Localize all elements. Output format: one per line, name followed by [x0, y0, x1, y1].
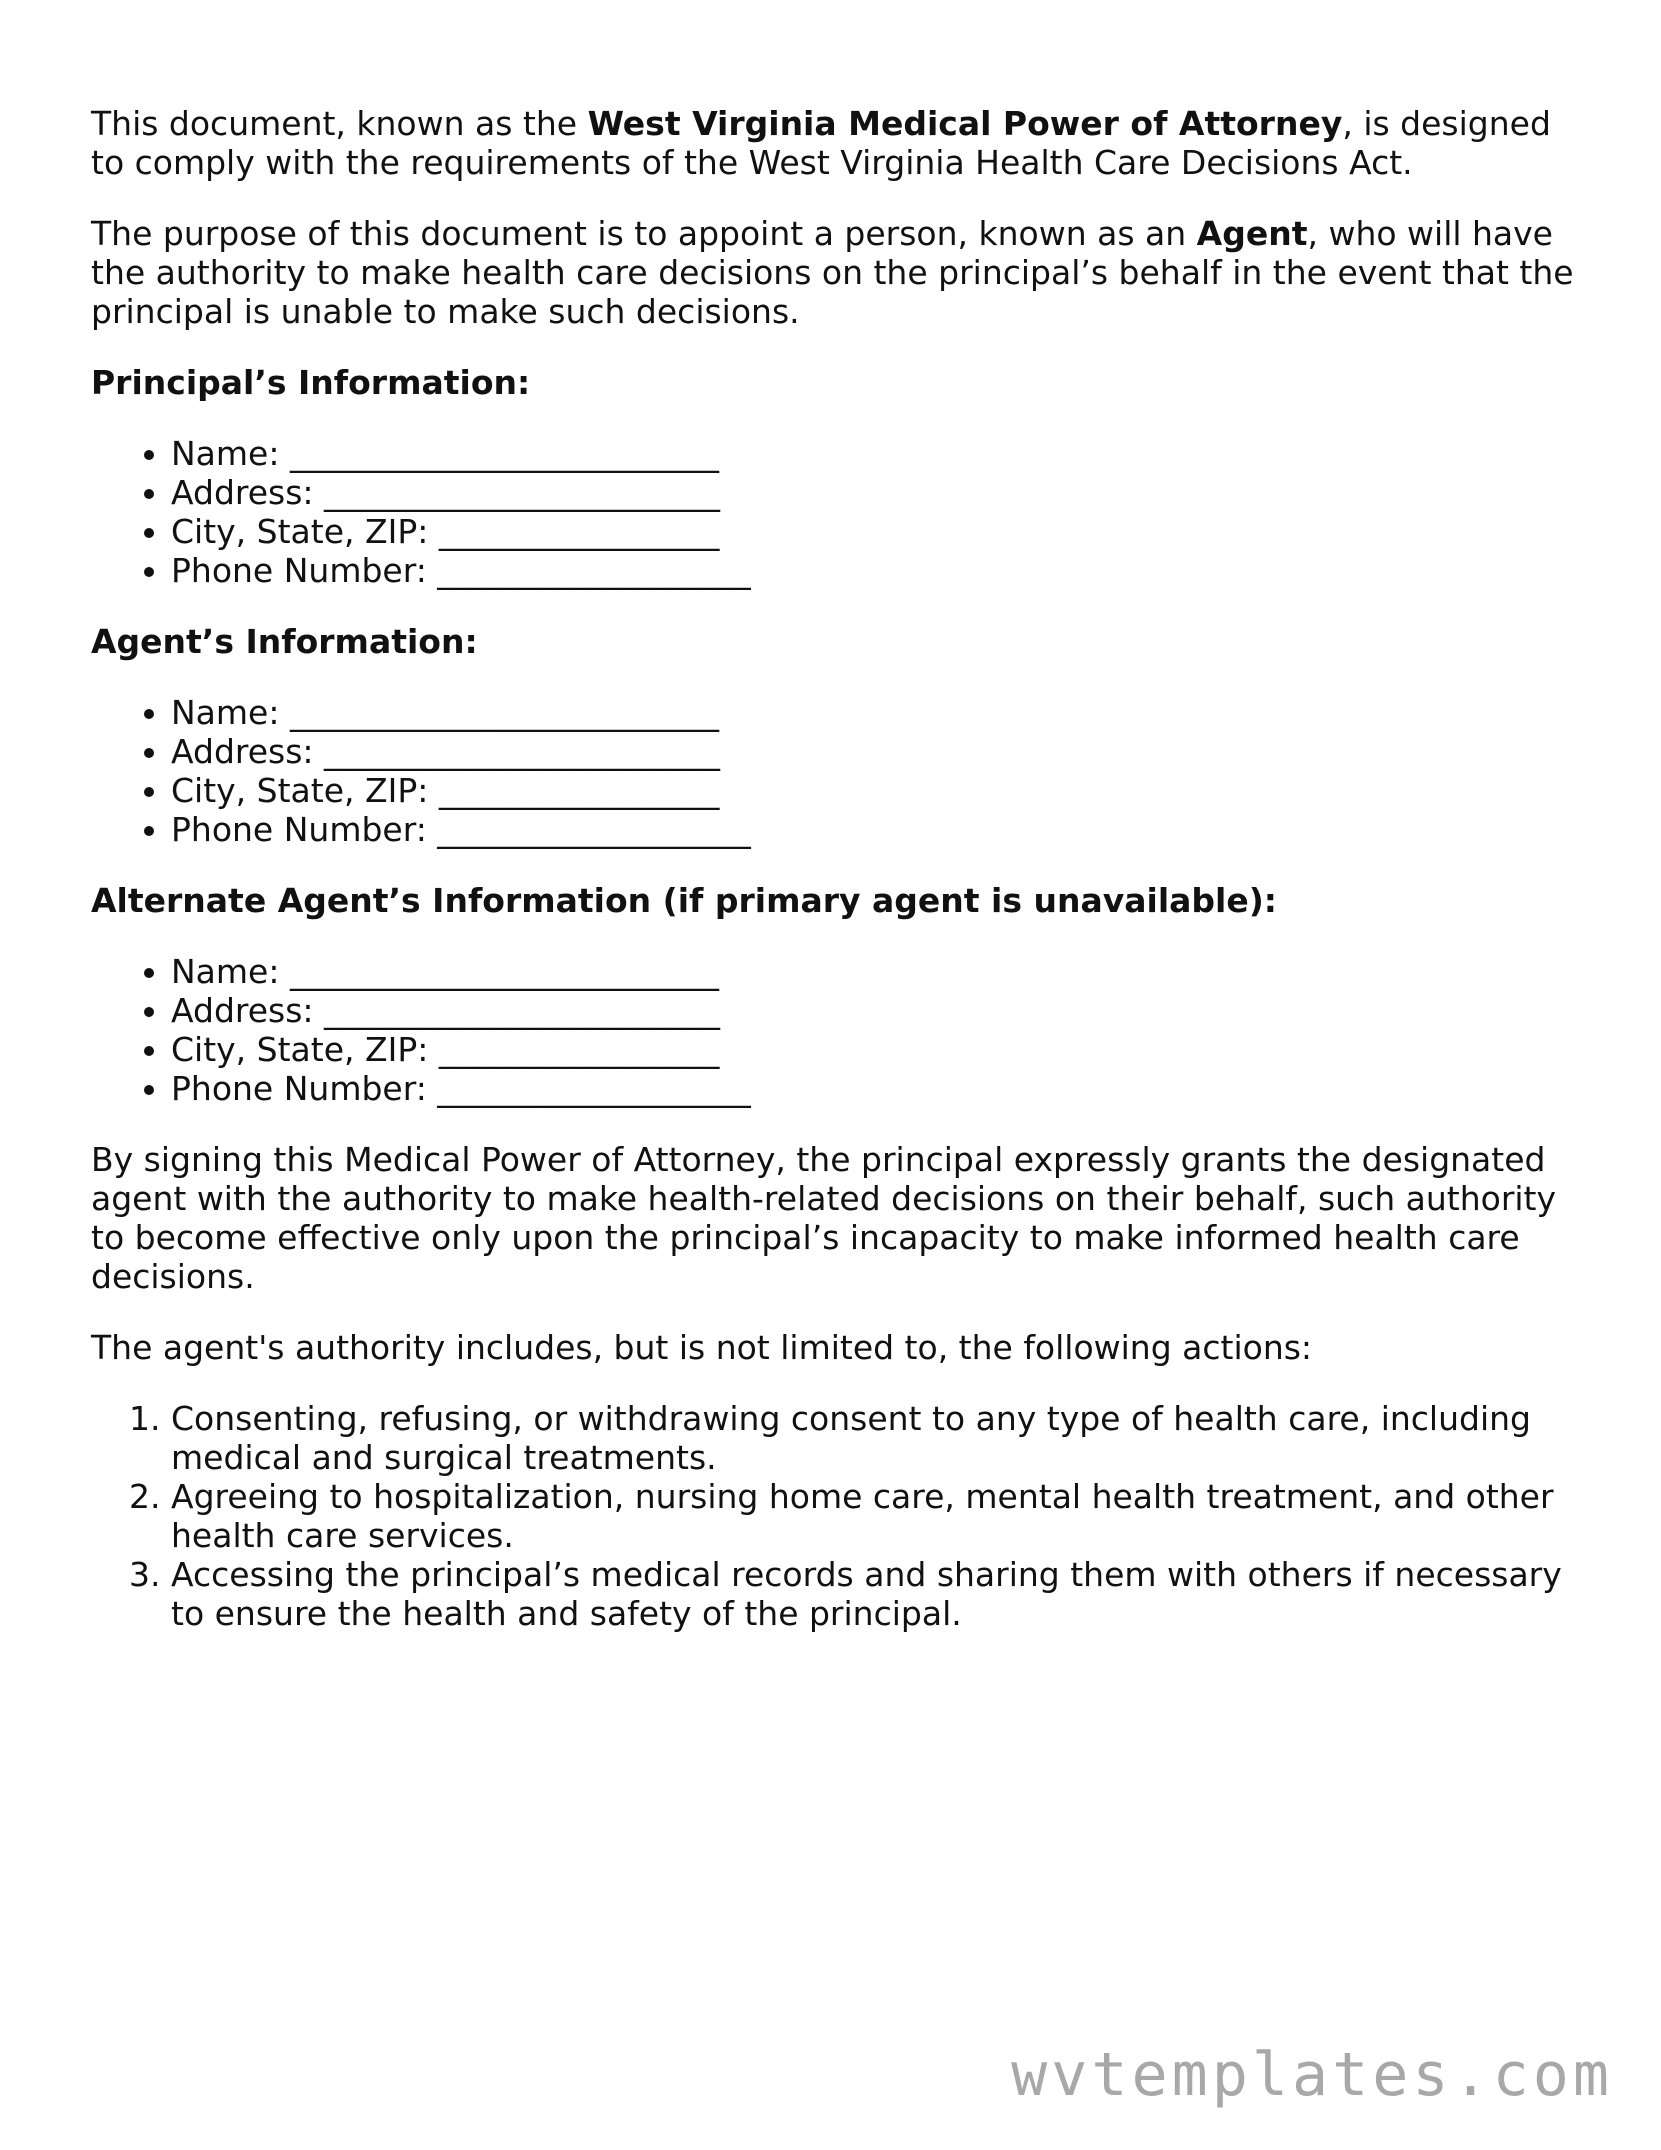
intro-paragraph: [91, 104, 1591, 182]
alternate-agent-name-field[interactable]: • Name: __________________________: [171, 952, 1591, 991]
agent-term: Agent: [1196, 214, 1308, 253]
purpose-text-end: , who will have the authority to make health care decisions on the principal’s behalf in the event that the principal is unable to make such decisions.: [91, 214, 1574, 331]
alternate-agent-heading: Alternate Agent’s Information (if primary agent is unavailable):: [91, 881, 1278, 920]
authority-item: 3. Accessing the principal’s medical records and sharing them with others if necessary to ensure the health and safety of the principal.: [171, 1555, 1591, 1633]
purpose-text-start: The purpose of this document is to appoint a person, known as an: [91, 214, 1197, 253]
authority-intro: The agent's authority includes, but is not limited to, the following actions:: [91, 1328, 1313, 1367]
principal-fields: [91, 434, 1591, 590]
authority-list: [91, 1399, 1591, 1633]
principal-phone-field[interactable]: • Phone Number: ___________________: [171, 551, 1591, 590]
watermark: wvtemplates.com: [1011, 2040, 1613, 2110]
purpose-paragraph: [91, 214, 1591, 331]
principal-name-field[interactable]: • Name: __________________________: [171, 434, 1591, 473]
intro-text-end: , is designed to comply with the requirements of the West Virginia Health Care Decisions Act.: [91, 104, 1551, 182]
document-body: [91, 104, 1591, 1665]
alternate-agent-phone-field[interactable]: • Phone Number: ___________________: [171, 1069, 1591, 1108]
principal-address-field[interactable]: • Address: ________________________: [171, 473, 1591, 512]
alternate-agent-address-field[interactable]: • Address: ________________________: [171, 991, 1591, 1030]
principal-heading: Principal’s Information:: [91, 363, 531, 402]
alternate-agent-city-state-zip-field[interactable]: • City, State, ZIP: _________________: [171, 1030, 1591, 1069]
authority-item: 1. Consenting, refusing, or withdrawing consent to any type of health care, including medical and surgical treatments.: [171, 1399, 1591, 1477]
agent-fields: [91, 693, 1591, 849]
agent-address-field[interactable]: • Address: ________________________: [171, 732, 1591, 771]
agent-name-field[interactable]: • Name: __________________________: [171, 693, 1591, 732]
agent-phone-field[interactable]: • Phone Number: ___________________: [171, 810, 1591, 849]
principal-city-state-zip-field[interactable]: • City, State, ZIP: _________________: [171, 512, 1591, 551]
authority-item: 2. Agreeing to hospitalization, nursing home care, mental health treatment, and other health care services.: [171, 1477, 1591, 1555]
alternate-agent-fields: [91, 952, 1591, 1108]
intro-text-start: This document, known as the: [91, 104, 588, 143]
agent-heading: Agent’s Information:: [91, 622, 478, 661]
agent-city-state-zip-field[interactable]: • City, State, ZIP: _________________: [171, 771, 1591, 810]
grant-paragraph: By signing this Medical Power of Attorney, the principal expressly grants the designated agent with the authority to make health-related decisions on their behalf, such authority to become effective only upon the principal’s incapacity to make informed health care decisions.: [91, 1140, 1557, 1296]
document-title: West Virginia Medical Power of Attorney: [587, 104, 1343, 143]
